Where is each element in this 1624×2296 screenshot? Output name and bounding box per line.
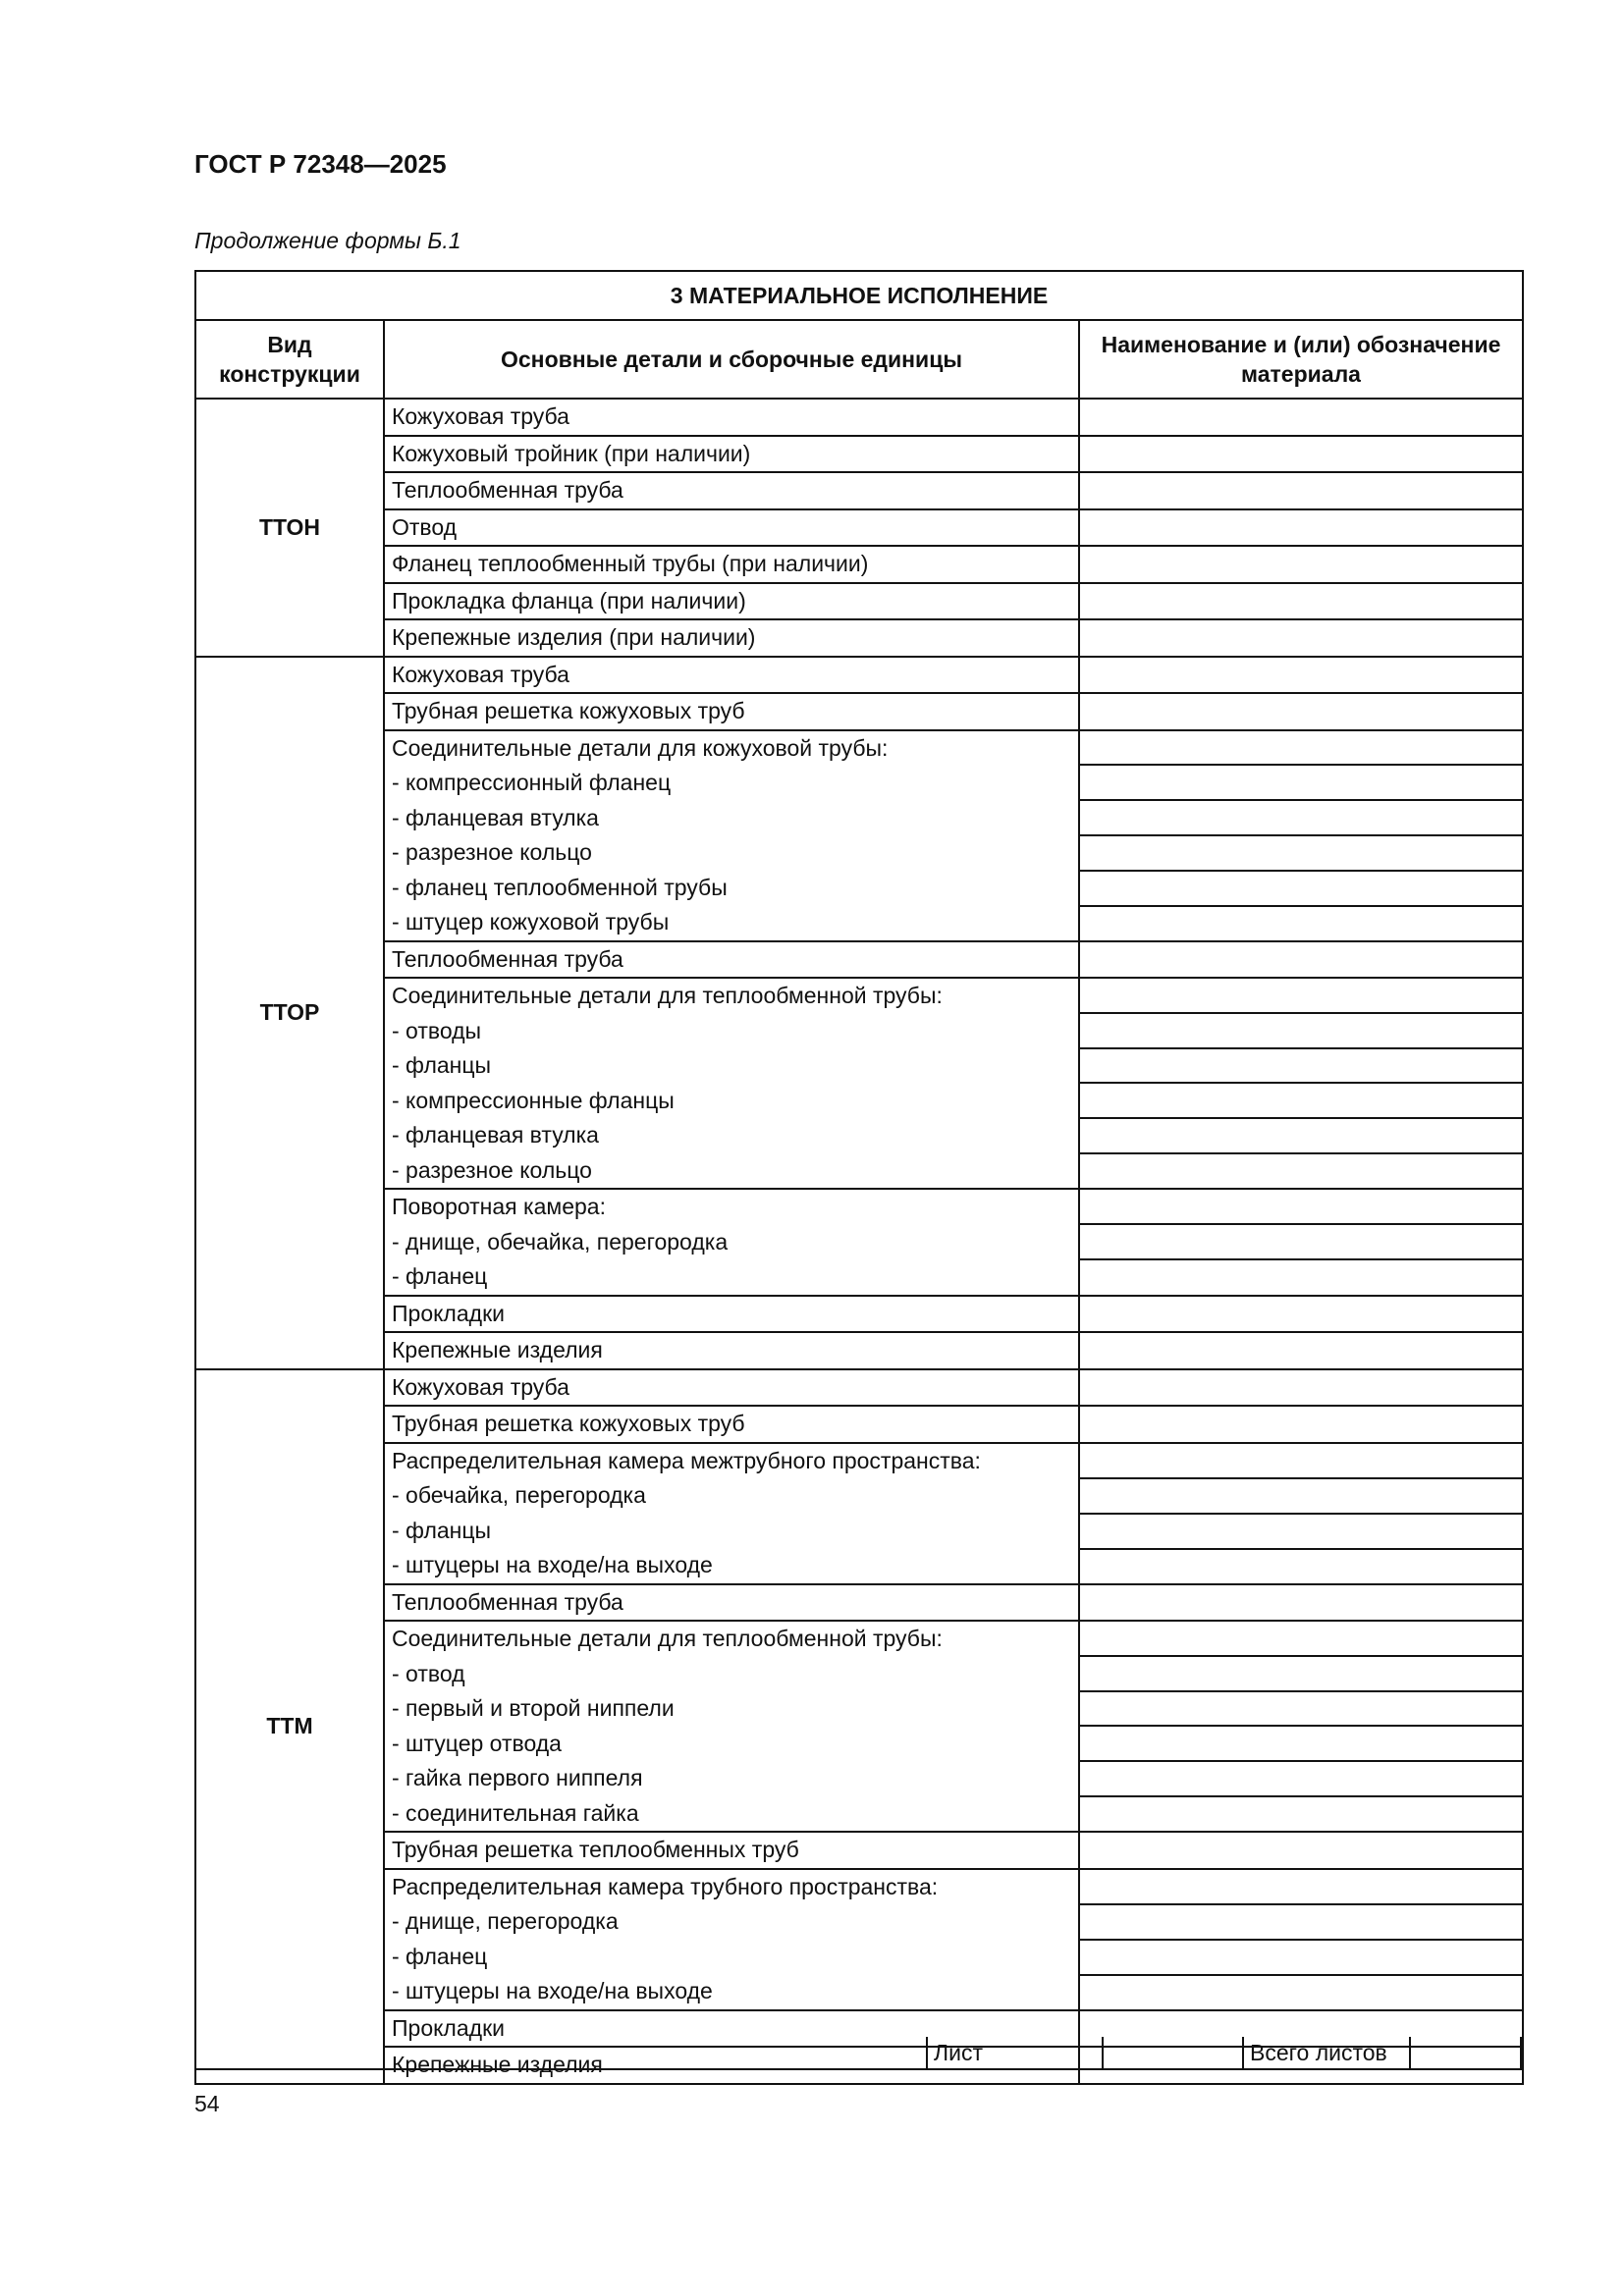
table-row — [195, 472, 1523, 509]
section-row — [195, 271, 1523, 320]
part-name: Прокладка фланца (при наличии) — [392, 587, 746, 614]
sub-part-name: - днище, обечайка, перегородка — [392, 1228, 729, 1255]
part-cell — [384, 1443, 1079, 1584]
part-name: Соединительные детали для теплообменной трубы: — [392, 983, 943, 1008]
part-cell — [384, 1621, 1079, 1832]
part-cell — [384, 619, 1079, 657]
material-input-cell[interactable] — [1079, 1940, 1523, 1975]
sheet-label: Лист — [926, 2037, 1102, 2068]
table-row — [195, 1332, 1523, 1369]
sub-part-name: - штуцеры на входе/на выходе — [392, 1978, 713, 2003]
table-row — [195, 657, 1523, 694]
sub-part-name: - отводы — [392, 1017, 482, 1043]
part-name: Соединительные детали для теплообменной трубы: — [392, 1626, 943, 1651]
sub-part-name: - гайка первого ниппеля — [392, 1765, 643, 1790]
sheet-value[interactable] — [1102, 2037, 1242, 2068]
construction-type: ТТОН — [195, 399, 384, 657]
table-row — [195, 1369, 1523, 1407]
sub-part-name: - разрезное кольцо — [392, 839, 592, 865]
table-row — [195, 546, 1523, 583]
table-row — [195, 1869, 1523, 1904]
table-row — [195, 583, 1523, 620]
part-name: Кожуховая труба — [392, 1373, 569, 1400]
material-input-cell[interactable] — [1079, 1332, 1523, 1369]
sub-part-name: - штуцеры на входе/на выходе — [392, 1552, 713, 1577]
sub-part-name: - днище, перегородка — [392, 1908, 619, 1934]
document-id: ГОСТ Р 72348—2025 — [194, 149, 447, 179]
table-row — [195, 730, 1523, 766]
part-name: Отвод — [392, 513, 458, 540]
material-input-cell[interactable] — [1079, 1478, 1523, 1514]
sub-part-name: - фланцы — [392, 1517, 492, 1543]
part-name: Трубная решетка кожуховых труб — [392, 1411, 745, 1436]
material-input-cell[interactable] — [1079, 436, 1523, 473]
table-row — [195, 1189, 1523, 1224]
part-cell — [384, 1296, 1079, 1333]
form-continuation-caption: Продолжение формы Б.1 — [194, 228, 461, 253]
part-cell — [384, 693, 1079, 730]
part-cell — [384, 941, 1079, 979]
sub-part-name: - фланцевая втулка — [392, 804, 599, 830]
part-name: Крепежные изделия (при наличии) — [392, 624, 756, 650]
material-input-cell[interactable] — [1079, 657, 1523, 694]
part-name: Фланец теплообменный трубы (при наличии) — [392, 551, 869, 576]
material-input-cell[interactable] — [1079, 1549, 1523, 1584]
material-input-cell[interactable] — [1079, 1443, 1523, 1478]
part-cell — [384, 1869, 1079, 2010]
table-row — [195, 1621, 1523, 1656]
material-input-cell[interactable] — [1079, 1013, 1523, 1048]
header-construction-type: Вид конструкции — [195, 320, 384, 399]
part-cell — [384, 730, 1079, 941]
material-input-cell[interactable] — [1079, 906, 1523, 941]
footer-row — [194, 2037, 1522, 2070]
table-row — [195, 436, 1523, 473]
table-row — [195, 619, 1523, 657]
part-name: Распределительная камера межтрубного пространства: — [392, 1447, 981, 1473]
sub-part-name: - соединительная гайка — [392, 1799, 639, 1826]
sub-part-name: - компрессионный фланец — [392, 770, 672, 795]
material-input-cell[interactable] — [1079, 1083, 1523, 1118]
material-input-cell[interactable] — [1079, 546, 1523, 583]
sub-part-name: - штуцер отвода — [392, 1730, 562, 1756]
header-material: Наименование и (или) обозначение материала — [1079, 320, 1523, 399]
construction-type: ТТМ — [195, 1369, 384, 2084]
header-parts: Основные детали и сборочные единицы — [384, 320, 1079, 399]
material-input-cell[interactable] — [1079, 871, 1523, 906]
footer-blank — [196, 2037, 926, 2068]
material-input-cell[interactable] — [1079, 1189, 1523, 1224]
material-input-cell[interactable] — [1079, 1975, 1523, 2010]
sub-part-name: - первый и второй ниппели — [392, 1695, 675, 1721]
part-name: Распределительная камера трубного пространства: — [392, 1873, 939, 1899]
sub-part-name: - разрезное кольцо — [392, 1156, 592, 1183]
table-row — [195, 1296, 1523, 1333]
section-title: 3 МАТЕРИАЛЬНОЕ ИСПОЛНЕНИЕ — [195, 271, 1523, 320]
sub-part-name: - фланец — [392, 1263, 488, 1289]
material-input-cell[interactable] — [1079, 619, 1523, 657]
part-name: Поворотная камера: — [392, 1194, 606, 1219]
part-cell — [384, 1369, 1079, 1407]
table-row — [195, 1832, 1523, 1869]
part-name: Кожуховый тройник (при наличии) — [392, 440, 751, 466]
table-row — [195, 1443, 1523, 1478]
part-cell — [384, 1584, 1079, 1622]
part-name: Прокладки — [392, 2014, 505, 2041]
table-row — [195, 693, 1523, 730]
part-name: Крепежные изделия — [392, 1337, 603, 1362]
part-cell — [384, 583, 1079, 620]
part-name: Трубная решетка кожуховых труб — [392, 698, 745, 723]
part-name: Соединительные детали для кожуховой трубы: — [392, 734, 889, 761]
material-input-cell[interactable] — [1079, 835, 1523, 871]
part-name: Прокладки — [392, 1300, 505, 1326]
table-row — [195, 509, 1523, 547]
construction-type: ТТОР — [195, 657, 384, 1369]
material-input-cell[interactable] — [1079, 1621, 1523, 1656]
material-input-cell[interactable] — [1079, 1726, 1523, 1761]
sub-part-name: - фланец — [392, 1943, 488, 1969]
material-input-cell[interactable] — [1079, 1869, 1523, 1904]
material-input-cell[interactable] — [1079, 1904, 1523, 1940]
part-name: Теплообменная труба — [392, 477, 623, 503]
material-input-cell[interactable] — [1079, 1796, 1523, 1832]
material-input-cell[interactable] — [1079, 978, 1523, 1013]
material-input-cell[interactable] — [1079, 765, 1523, 800]
material-input-cell[interactable] — [1079, 1691, 1523, 1727]
part-cell — [384, 1189, 1079, 1296]
material-input-cell[interactable] — [1079, 730, 1523, 766]
header-row — [195, 320, 1523, 399]
part-cell — [384, 509, 1079, 547]
material-input-cell[interactable] — [1079, 1584, 1523, 1622]
material-input-cell[interactable] — [1079, 1296, 1523, 1333]
material-input-cell[interactable] — [1079, 800, 1523, 835]
part-cell — [384, 472, 1079, 509]
page-number: 54 — [194, 2091, 220, 2116]
part-cell — [384, 657, 1079, 694]
material-input-cell[interactable] — [1079, 472, 1523, 509]
part-cell — [384, 436, 1079, 473]
part-name: Теплообменная труба — [392, 1588, 623, 1615]
material-input-cell[interactable] — [1079, 1514, 1523, 1549]
part-name: Трубная решетка теплообменных труб — [392, 1837, 799, 1862]
material-input-cell[interactable] — [1079, 1832, 1523, 1869]
material-input-cell[interactable] — [1079, 399, 1523, 436]
part-cell — [384, 399, 1079, 436]
total-sheets-label: Всего листов — [1242, 2037, 1409, 2068]
sub-part-name: - фланец теплообменной трубы — [392, 874, 728, 900]
sub-part-name: - штуцер кожуховой трубы — [392, 909, 670, 934]
material-input-cell[interactable] — [1079, 1406, 1523, 1443]
material-input-cell[interactable] — [1079, 1224, 1523, 1259]
part-name: Теплообменная труба — [392, 945, 623, 972]
sub-part-name: - отвод — [392, 1660, 465, 1686]
part-cell — [384, 1332, 1079, 1369]
material-input-cell[interactable] — [1079, 1048, 1523, 1084]
table-row — [195, 1584, 1523, 1622]
material-input-cell[interactable] — [1079, 693, 1523, 730]
material-input-cell[interactable] — [1079, 1656, 1523, 1691]
total-sheets-value[interactable] — [1409, 2037, 1520, 2068]
part-cell — [384, 978, 1079, 1189]
part-cell — [384, 1406, 1079, 1443]
material-input-cell[interactable] — [1079, 1153, 1523, 1189]
table-row — [195, 1406, 1523, 1443]
part-name: Кожуховая труба — [392, 403, 569, 429]
material-form-table — [194, 270, 1524, 2085]
material-input-cell[interactable] — [1079, 583, 1523, 620]
material-input-cell[interactable] — [1079, 1761, 1523, 1796]
material-input-cell[interactable] — [1079, 941, 1523, 979]
material-input-cell[interactable] — [1079, 1118, 1523, 1153]
part-cell — [384, 546, 1079, 583]
table-row — [195, 978, 1523, 1013]
table-row — [195, 399, 1523, 436]
table-row — [195, 941, 1523, 979]
part-name: Кожуховая труба — [392, 661, 569, 687]
sub-part-name: - компрессионные фланцы — [392, 1087, 675, 1113]
material-input-cell[interactable] — [1079, 1259, 1523, 1295]
part-name: Крепежные изделия — [392, 2052, 603, 2077]
sub-part-name: - фланцевая втулка — [392, 1122, 599, 1148]
material-input-cell[interactable] — [1079, 509, 1523, 547]
part-cell — [384, 1832, 1079, 1869]
sub-part-name: - фланцы — [392, 1052, 492, 1078]
material-input-cell[interactable] — [1079, 1369, 1523, 1407]
sub-part-name: - обечайка, перегородка — [392, 1482, 646, 1508]
